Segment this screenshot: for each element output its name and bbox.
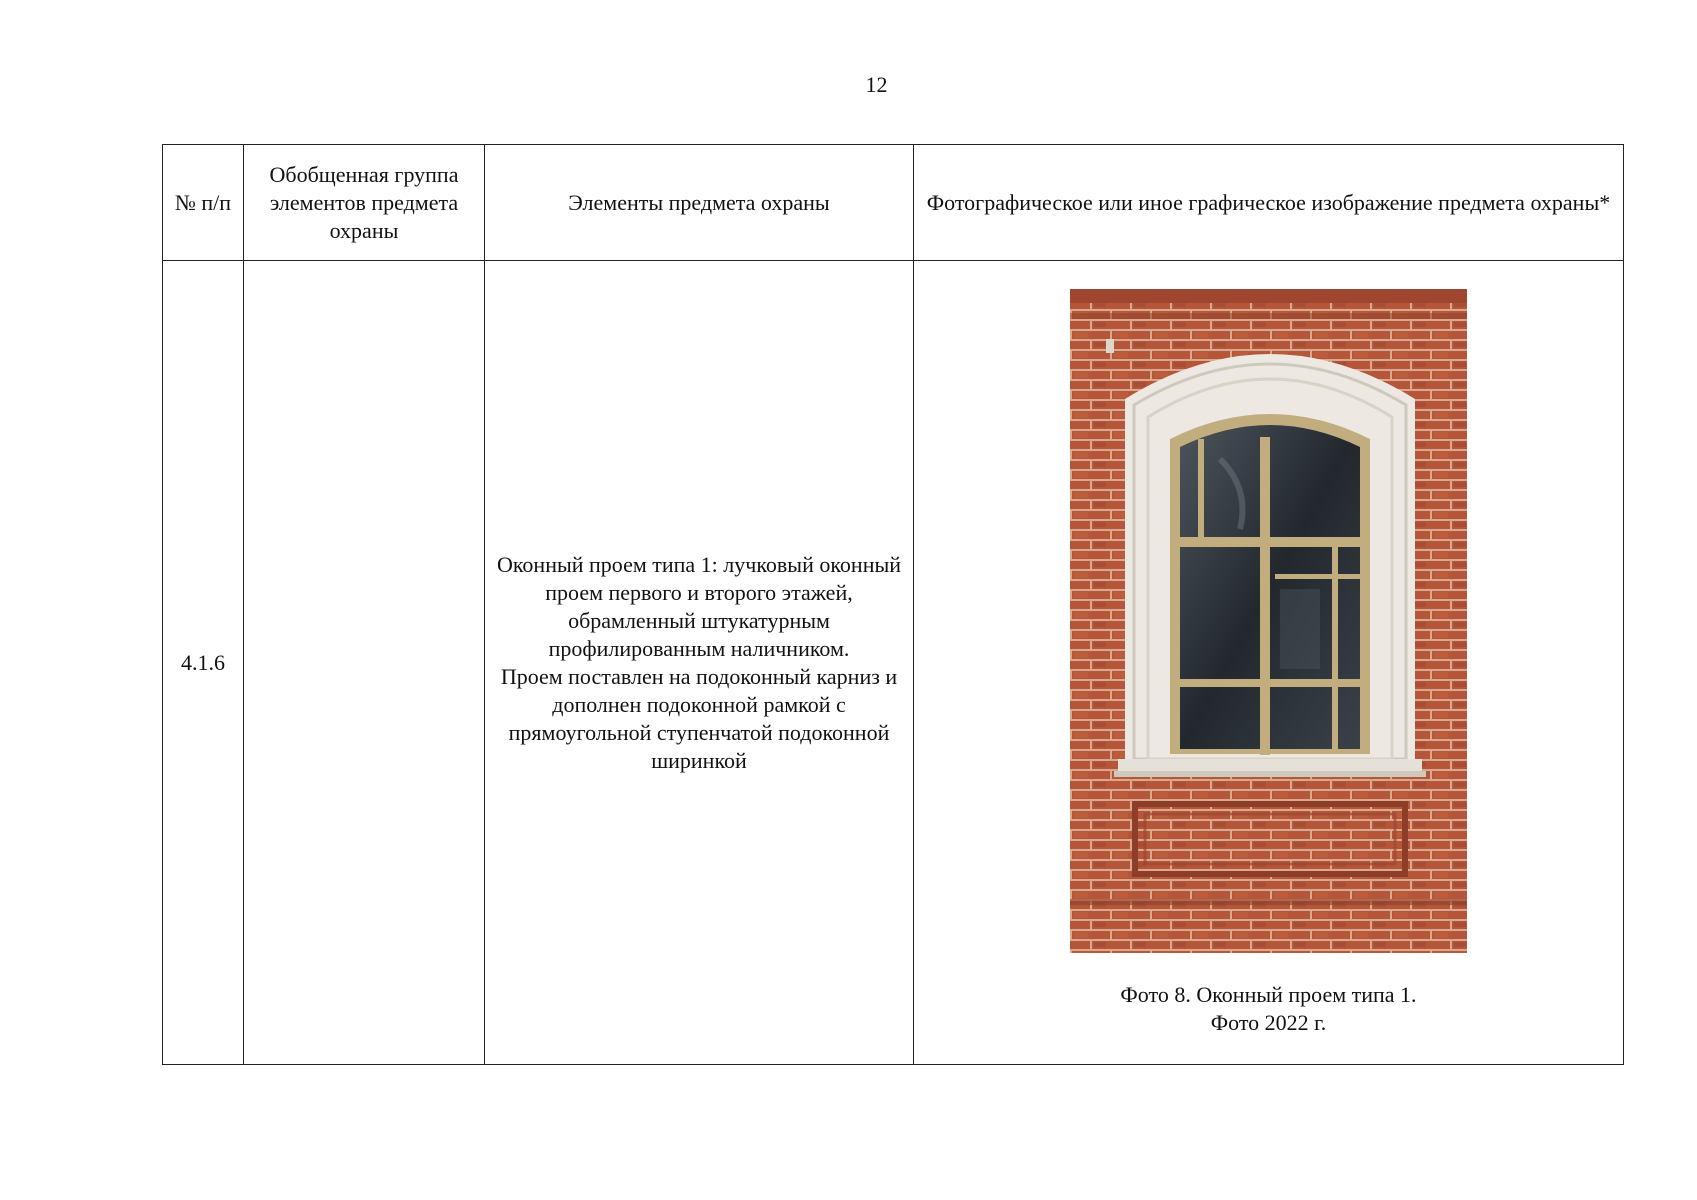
header-elements: Элементы предмета охраны	[485, 145, 914, 261]
header-num: № п/п	[163, 145, 244, 261]
row-elements: Оконный проем типа 1: лучковый оконный проем первого и второго этажей, обрамленный штукатурным профилированным наличником. Проем поставлен на подоконный карниз и дополнен подоконной рамкой с прямоугольной ступенчатой подоконной ширинкой	[485, 261, 914, 1065]
header-group: Обобщенная группа элементов предмета охраны	[244, 145, 485, 261]
row-photo-cell	[914, 261, 1624, 1065]
window-photo	[1070, 289, 1467, 953]
page-number: 12	[865, 72, 888, 97]
table-row	[163, 261, 1624, 1065]
row-group	[244, 261, 485, 1065]
row-num: 4.1.6	[163, 261, 244, 1065]
table-header-row	[163, 145, 1624, 261]
preservation-table	[162, 144, 1624, 1065]
header-photo: Фотографическое или иное графическое изображение предмета охраны*	[914, 145, 1624, 261]
photo-caption: Фото 8. Оконный проем типа 1. Фото 2022 г.	[1120, 981, 1417, 1035]
